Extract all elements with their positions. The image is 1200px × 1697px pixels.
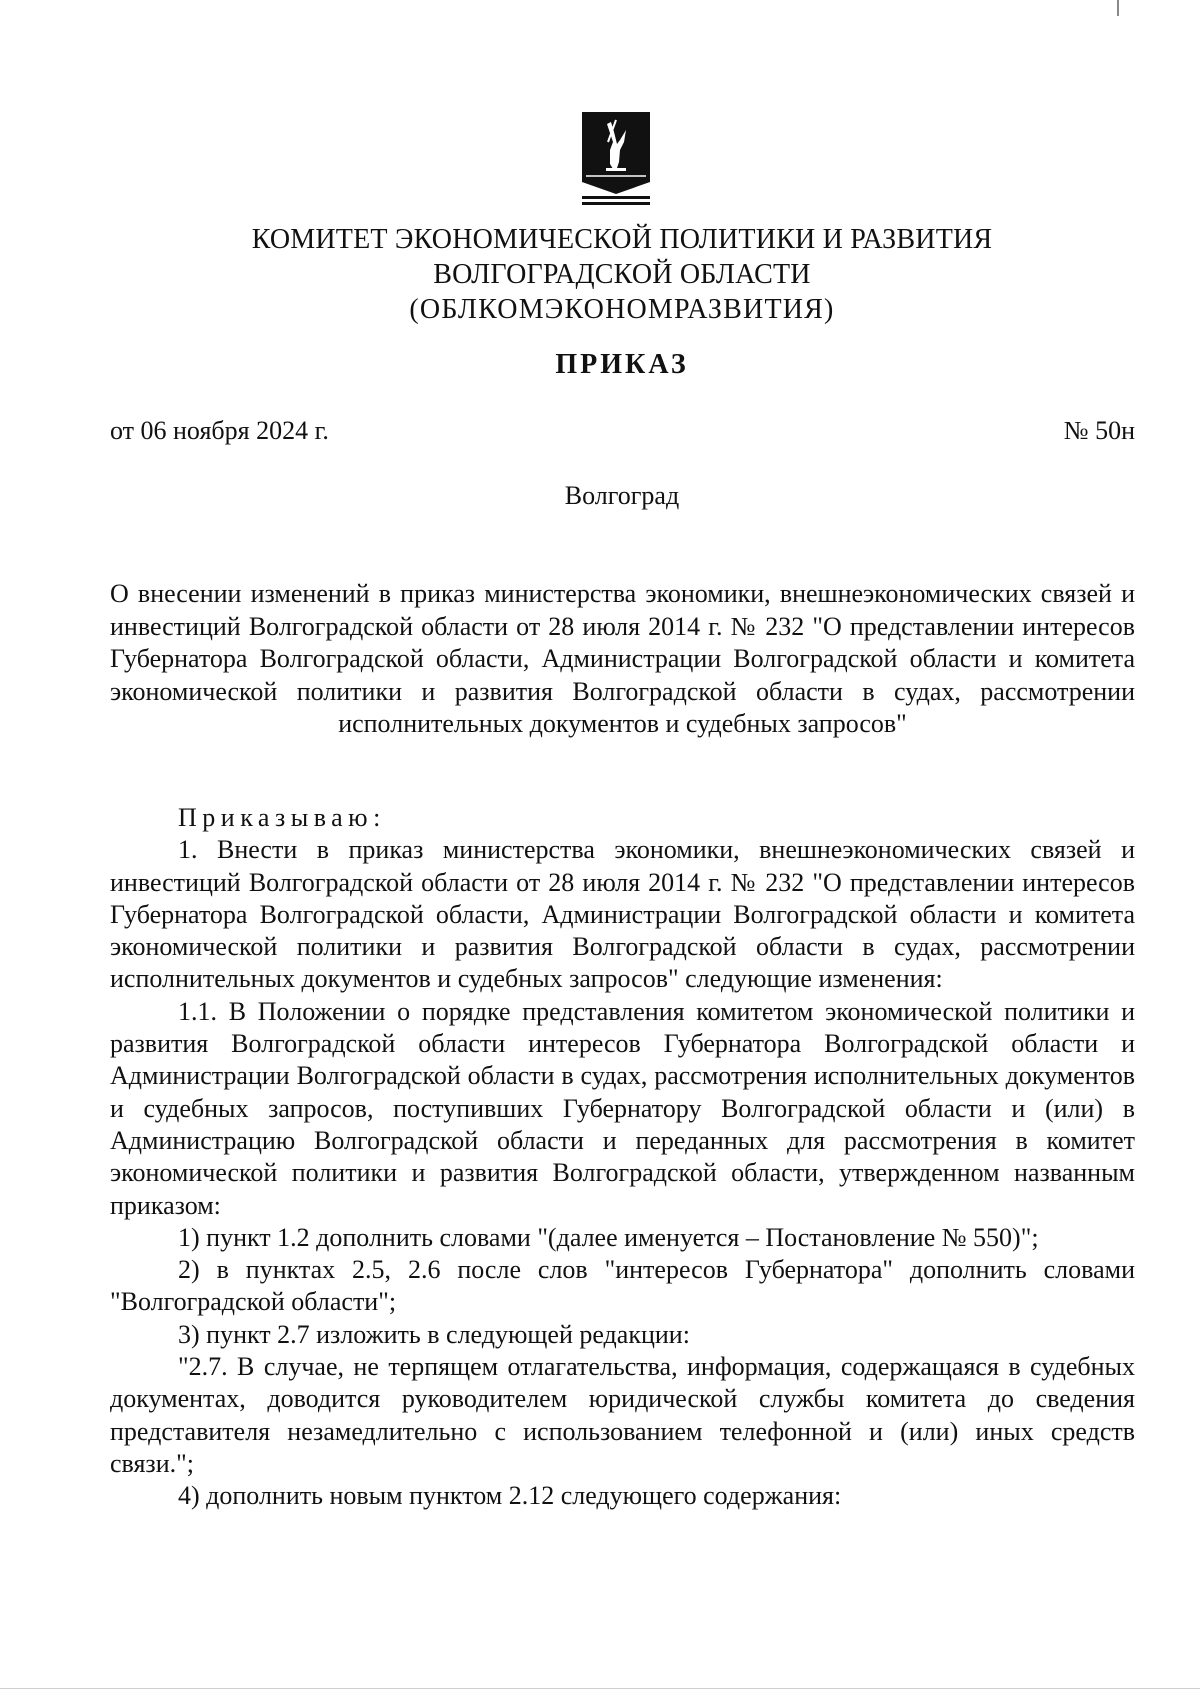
list-item-2: 2) в пунктах 2.5, 2.6 после слов "интересов Губернатора" дополнить словами "Волгоградской области"; [110,1255,1135,1317]
document-city: Волгоград [564,481,680,510]
organization-short-name: (ОБЛКОМЭКОНОМРАЗВИТИЯ) [409,294,835,325]
scan-edge-mark [1117,0,1119,16]
paragraph-1: 1. Внести в приказ министерства экономики, внешнеэкономических связей и инвестиций Волгоградской области от 28 июля 2014 г. № 232 "О представлении интересов Губернатора Волгоградской области, Администрации Волгоградской области и комитета экономической политики и развития Волгоградской области в судах, рассмотрении исполнительных документов и судебных запросов" следующие изменения: [110,835,1135,994]
organization-name-line-1: КОМИТЕТ ЭКОНОМИЧЕСКОЙ ПОЛИТИКИ И РАЗВИТИЯ [251,224,993,255]
paragraph-1-1: 1.1. В Положении о порядке представления комитетом экономической политики и развития Волгоградской области интересов Губернатора Волгоградской области и Администрации Волгоградской области в судах, рассмотрения исполнительных документов и судебных запросов, поступивших Губернатору Волгоградской области и (или) в Администрацию Волгоградской области и переданных для рассмотрения в комитет экономической политики и развития Волгоградской области, утвержденном названным приказом: [110,996,1135,1220]
document-type-title: ПРИКАЗ [555,349,689,380]
organization-name [110,222,1134,327]
list-item-3: 3) пункт 2.7 изложить в следующей редакции: [178,1319,690,1349]
document-subject: О внесении изменений в приказ министерства экономики, внешнеэкономических связей и инвестиций Волгоградской области от 28 июля 2014 г. № 232 "О представлении интересов Губернатора Волгоградской области, Администрации Волгоградской области и комитета экономической политики и развития Волгоградской области в судах, рассмотрении исполнительных документов и судебных запросов" [110,579,1135,738]
document-body [110,802,1135,1513]
document-date: от 06 ноября 2024 г. [110,416,329,445]
order-word: Приказываю: [178,803,386,832]
coat-of-arms-icon [580,110,652,208]
organization-name-line-2: ВОЛГОГРАДСКОЙ ОБЛАСТИ [433,259,811,290]
list-item-4: 4) дополнить новым пунктом 2.12 следующего содержания: [178,1481,842,1511]
scan-edge-line [0,1688,1200,1689]
list-item-3-text: "2.7. В случае, не терпящем отлагательства, информация, содержащаяся в судебных документах, доводится руководителем юридической службы комитета до сведения представителя незамедлительно с использованием телефонной и (или) иных средств связи."; [110,1352,1135,1478]
document-number: № 50н [1063,416,1135,445]
list-item-1: 1) пункт 1.2 дополнить словами "(далее именуется – Постановление № 550)"; [178,1222,1039,1252]
